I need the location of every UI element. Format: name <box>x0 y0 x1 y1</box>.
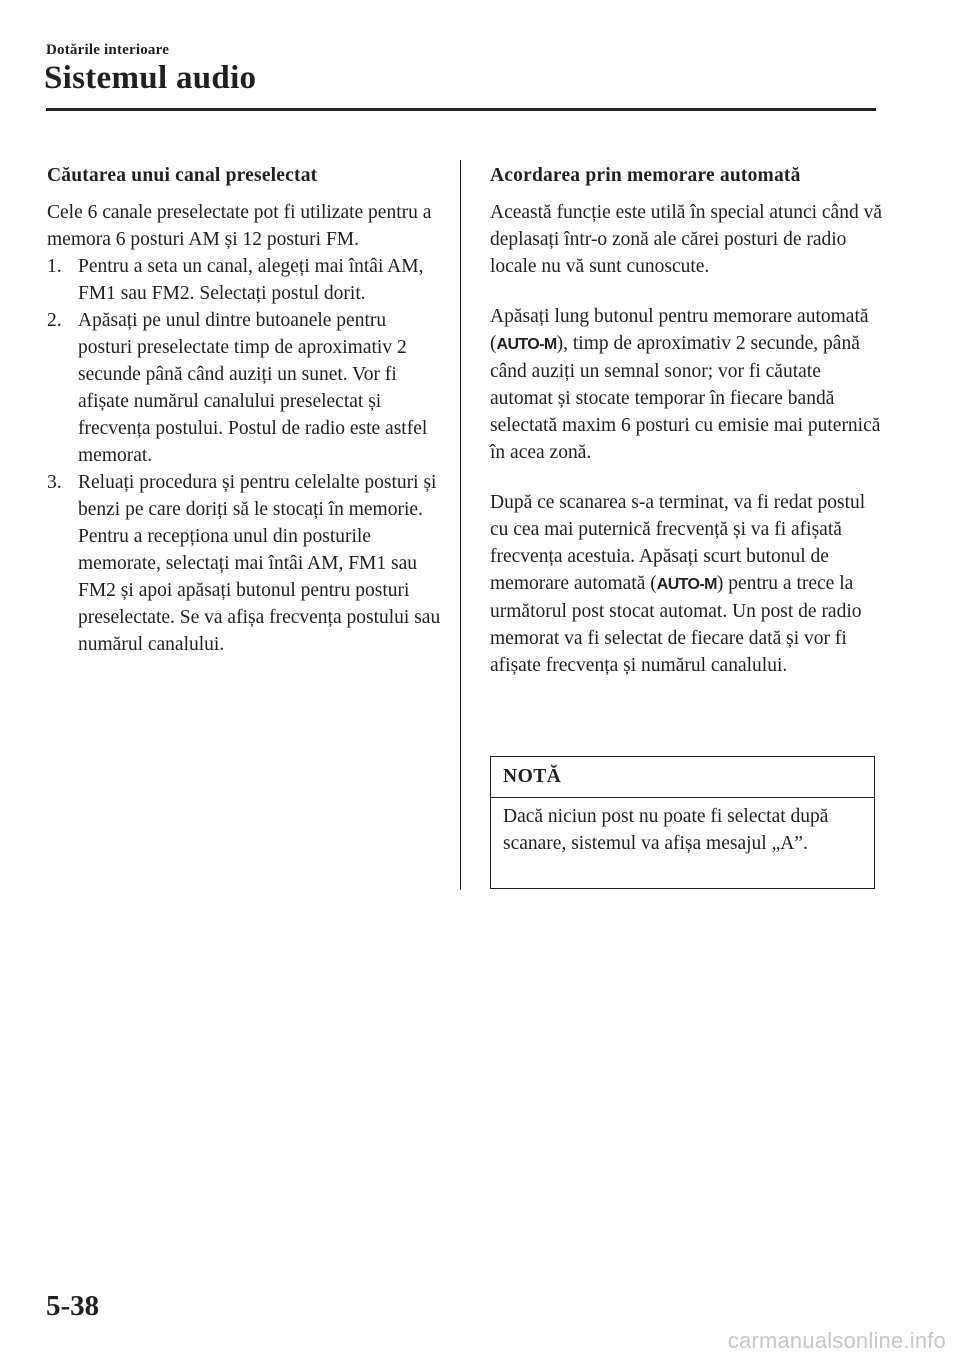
left-column-heading: Căutarea unui canal preselectat <box>47 165 318 186</box>
auto-m-button-label: AUTO-M <box>656 576 717 593</box>
right-column-heading: Acordarea prin memorare automată <box>490 165 801 186</box>
paragraph-text: După ce scanarea s-a terminat, va fi redat postul cu cea mai puternică frecvență și va fi afișată frecvența acestuia. Apăsați scurt butonul de memorare automată ( <box>490 492 866 594</box>
step-number: 3. <box>47 472 62 493</box>
left-column <box>47 162 442 658</box>
section-label: Dotările interioare <box>46 42 170 58</box>
header-divider <box>46 108 876 111</box>
paragraph-text: Apăsați lung butonul pentru memorare automată ( <box>490 306 869 354</box>
auto-m-button-label: AUTO-M <box>496 336 557 353</box>
list-item <box>47 307 442 469</box>
right-column-paragraph-3 <box>490 489 885 679</box>
watermark: carmanualsonline.info <box>727 1328 946 1353</box>
note-box <box>490 756 875 889</box>
paragraph-text: ) pentru a trece la următorul post stocat automat. Un post de radio memorat va fi selectat de fiecare dată și vor fi afișate frecvența și numărul canalului. <box>490 573 862 676</box>
page-number: 5-38 <box>46 1290 100 1322</box>
column-divider <box>460 160 461 890</box>
paragraph-text: ), timp de aproximativ 2 secunde, până când auziți un semnal sonor; vor fi căutate automat și stocate temporar în fiecare bandă selectată maxim 6 posturi cu emisie mai puternică în acea zonă. <box>490 333 881 463</box>
right-column-paragraph-1: Această funcție este utilă în special atunci când vă deplasați într-o zonă ale cărei posturi de radio locale nu vă sunt cunoscute. <box>490 202 882 277</box>
right-column <box>490 162 885 679</box>
note-title: NOTĂ <box>491 757 874 798</box>
left-column-intro: Cele 6 canale preselectate pot fi utilizate pentru a memora 6 posturi AM și 12 posturi FM. <box>47 202 432 250</box>
step-number: 2. <box>47 310 62 331</box>
step-text: Pentru a seta un canal, alegeți mai întâi AM, FM1 sau FM2. Selectați postul dorit. <box>78 256 424 304</box>
step-number: 1. <box>47 256 62 277</box>
right-column-paragraph-2 <box>490 303 885 466</box>
step-text: Reluați procedura și pentru celelalte posturi și benzi pe care doriți să le stocați în memorie. Pentru a recepționa unul din posturile memorate, selectați mai întâi AM, FM1 sau FM2 și apoi apăsați butonul pentru posturi preselectate. Se va afișa frecvența postului sau numărul canalului. <box>78 472 441 655</box>
page-title: Sistemul audio <box>44 60 257 96</box>
list-item <box>47 469 442 658</box>
note-text: Dacă niciun post nu poate fi selectat după scanare, sistemul va afișa mesajul „A”. <box>503 806 829 854</box>
list-item <box>47 253 442 307</box>
step-text: Apăsați pe unul dintre butoanele pentru posturi preselectate timp de aproximativ 2 secunde până când auziți un sunet. Vor fi afișate numărul canalului preselectat și frecvența postului. Postul de radio este astfel memorat. <box>78 310 428 466</box>
steps-list <box>47 253 442 658</box>
